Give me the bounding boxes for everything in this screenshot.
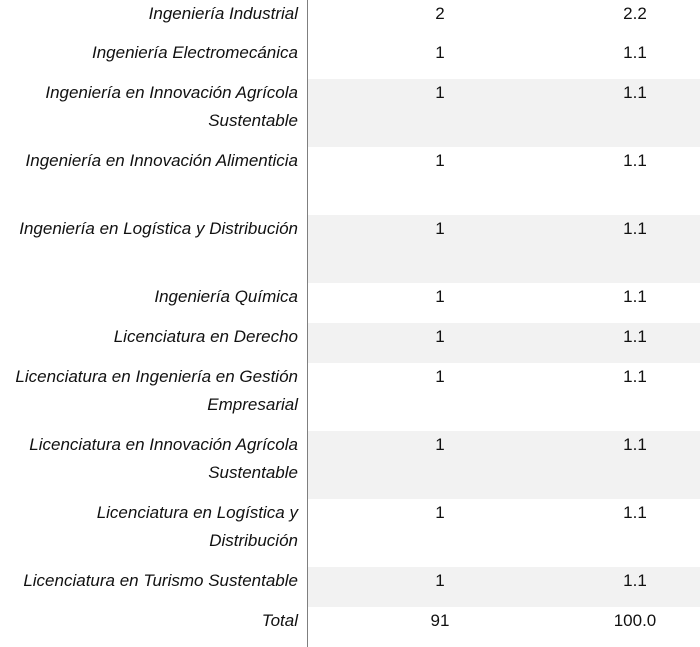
table-row: [0, 215, 700, 283]
frequency-cell: 2: [435, 4, 445, 23]
career-cell: Ingeniería en Logística y Distribución: [0, 215, 308, 283]
career-cell: Licenciatura en Derecho: [0, 323, 308, 363]
percent-cell: 1.1: [623, 287, 647, 306]
table-row: [0, 363, 700, 431]
percent-cell: 1.1: [570, 567, 700, 607]
percent-cell: 1.1: [570, 323, 700, 363]
frequency-cell: 1: [435, 367, 445, 386]
table-row: [0, 431, 700, 499]
career-cell: Ingeniería Química: [0, 283, 308, 323]
career-cell: Ingeniería Electromecánica: [0, 39, 308, 79]
total-row: [0, 607, 700, 647]
percent-cell: 1.1: [570, 215, 700, 283]
frequency-cell: 1: [435, 151, 445, 170]
table-row: [0, 79, 700, 147]
table-row: [0, 323, 700, 363]
percent-cell: 1.1: [623, 367, 647, 386]
total-frequency: 91: [430, 611, 450, 630]
career-cell: Licenciatura en Logística y Distribución: [0, 499, 308, 567]
career-cell: Licenciatura en Innovación Agrícola Sustentable: [0, 431, 308, 499]
percent-cell: 1.1: [623, 503, 647, 522]
total-label: Total: [0, 607, 308, 647]
percent-cell: 2.2: [623, 4, 647, 23]
frequency-cell: 1: [308, 567, 570, 607]
table-row: [0, 0, 700, 39]
career-cell: Licenciatura en Turismo Sustentable: [0, 567, 308, 607]
frequency-cell: 1: [435, 43, 445, 62]
frequency-cell: 1: [435, 287, 445, 306]
frequency-cell: 1: [308, 323, 570, 363]
percent-cell: 1.1: [623, 43, 647, 62]
career-cell: Ingeniería en Innovación Alimenticia: [0, 147, 308, 215]
percent-cell: 1.1: [623, 151, 647, 170]
table-row: [0, 283, 700, 323]
table-row: [0, 567, 700, 607]
frequency-cell: 1: [308, 431, 570, 499]
table-row: [0, 147, 700, 215]
table-row: [0, 39, 700, 79]
frequency-cell: 1: [435, 503, 445, 522]
frequency-cell: 1: [308, 79, 570, 147]
career-cell: Ingeniería Industrial: [0, 0, 308, 39]
percent-cell: 1.1: [570, 79, 700, 147]
frequency-cell: 1: [308, 215, 570, 283]
percent-cell: 1.1: [570, 431, 700, 499]
total-percent: 100.0: [613, 611, 657, 630]
career-cell: Ingeniería en Innovación Agrícola Sustentable: [0, 79, 308, 147]
table-row: [0, 499, 700, 567]
career-cell: Licenciatura en Ingeniería en Gestión Empresarial: [0, 363, 308, 431]
